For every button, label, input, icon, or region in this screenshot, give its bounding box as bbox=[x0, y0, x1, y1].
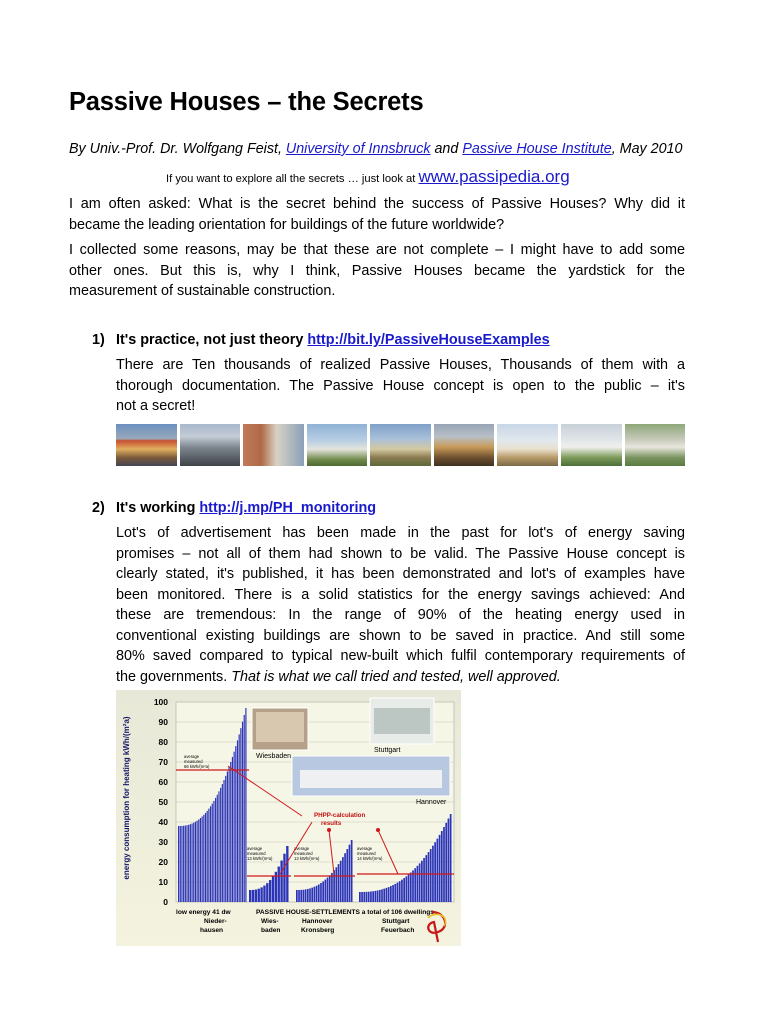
section-1-line: thorough documentation. The Passive House concept is open to the public – it's bbox=[116, 377, 685, 394]
bar bbox=[439, 835, 441, 902]
average-label: 13 kWh/(m²a) bbox=[294, 856, 320, 861]
intro2-line: other ones. But this is, why I think, Passive Houses became the yardstick for the bbox=[69, 262, 685, 279]
bar bbox=[322, 881, 324, 902]
bar bbox=[260, 887, 262, 902]
bar bbox=[309, 888, 311, 902]
section-2-body bbox=[116, 523, 685, 687]
phpp-annotation: PHPP-calculation bbox=[314, 812, 366, 819]
bar bbox=[344, 853, 346, 902]
footer-group-label: Kronsberg bbox=[301, 927, 335, 934]
section-2-last-plain: the governments. bbox=[116, 668, 232, 685]
stuttgart-photo-facade bbox=[374, 708, 430, 734]
bar bbox=[208, 809, 209, 902]
bar bbox=[375, 891, 377, 902]
chart-svg bbox=[116, 690, 461, 946]
bar bbox=[237, 740, 238, 902]
intro-paragraph-1 bbox=[69, 194, 685, 235]
bar bbox=[390, 886, 392, 902]
bar bbox=[263, 886, 265, 902]
bar bbox=[359, 892, 361, 902]
bar bbox=[202, 817, 203, 902]
bar bbox=[448, 818, 450, 902]
section-2-line: these are tremendous: In the range of 90% of the heating energy used in bbox=[116, 607, 685, 623]
bar bbox=[311, 888, 313, 902]
bar bbox=[198, 819, 199, 902]
bar bbox=[195, 822, 196, 902]
bar bbox=[372, 891, 374, 902]
bar bbox=[205, 813, 206, 902]
bar bbox=[190, 824, 191, 902]
bar bbox=[255, 890, 257, 902]
section-2-line bbox=[116, 667, 685, 688]
bar bbox=[178, 826, 179, 902]
byline-suffix: , May 2010 bbox=[611, 141, 683, 157]
bar bbox=[203, 815, 204, 902]
footer-group-label: Hannover bbox=[302, 918, 333, 925]
bar bbox=[410, 873, 412, 902]
bar bbox=[278, 867, 280, 902]
bar bbox=[240, 728, 241, 902]
bar bbox=[386, 888, 388, 902]
bar bbox=[361, 892, 363, 902]
byline bbox=[69, 141, 682, 157]
bar bbox=[428, 852, 430, 902]
bar bbox=[316, 886, 318, 902]
bar bbox=[363, 892, 365, 902]
bar bbox=[329, 875, 331, 902]
average-label: average bbox=[357, 846, 373, 851]
bar bbox=[351, 840, 353, 902]
bar bbox=[266, 883, 268, 902]
bar bbox=[242, 722, 243, 902]
building-photo bbox=[625, 424, 686, 466]
y-tick-label: 70 bbox=[158, 757, 168, 767]
bar bbox=[325, 880, 327, 902]
bar bbox=[245, 708, 246, 902]
bar bbox=[193, 823, 194, 902]
section-2-line: conventional existing buildings are shown to be saved in practice. And still some bbox=[116, 627, 685, 644]
bar bbox=[368, 892, 370, 902]
section-2-number: 2) bbox=[92, 500, 105, 516]
bar bbox=[421, 861, 423, 902]
section-2-heading bbox=[92, 500, 376, 516]
intro2-line: measurement of sustainable construction. bbox=[69, 283, 336, 299]
bar bbox=[412, 870, 414, 902]
bar bbox=[280, 861, 282, 902]
bar bbox=[305, 889, 307, 902]
y-tick-label: 50 bbox=[158, 797, 168, 807]
bar bbox=[335, 867, 337, 902]
footer-group-label: Feuerbach bbox=[381, 927, 415, 934]
bar bbox=[401, 880, 403, 902]
bar bbox=[383, 889, 385, 902]
bar bbox=[370, 892, 372, 903]
bar bbox=[180, 826, 181, 902]
footer-settlements: PASSIVE HOUSE-SETTLEMENTS a total of 106 dwellings bbox=[256, 909, 434, 916]
photo-label-hannover: Hannover bbox=[416, 799, 447, 806]
section-1-line: There are Ten thousands of realized Passive Houses, Thousands of them with a bbox=[116, 357, 685, 373]
photo-label-wiesbaden: Wiesbaden bbox=[256, 753, 292, 760]
building-photo bbox=[497, 424, 558, 466]
byline-and: and bbox=[430, 141, 463, 157]
bar bbox=[249, 890, 251, 902]
bar bbox=[423, 858, 425, 902]
average-label: 66 kWh/(m²a) bbox=[184, 764, 210, 769]
bar bbox=[437, 839, 439, 902]
section-1-body bbox=[116, 355, 685, 417]
bar bbox=[450, 814, 452, 902]
section-2-line: been monitored. There is a solid statistics for the energy savings achieved: And bbox=[116, 586, 685, 603]
footer-low-energy: low energy 41 dw bbox=[176, 909, 231, 916]
bar bbox=[228, 767, 229, 902]
section-1-line: not a secret! bbox=[116, 398, 196, 414]
bar bbox=[296, 890, 298, 902]
y-tick-label: 80 bbox=[158, 737, 168, 747]
intro2-line: I collected some reasons, may be that these are not complete – I might have to add some bbox=[69, 242, 685, 258]
bar bbox=[403, 878, 405, 902]
explore-text: If you want to explore all the secrets … just look at bbox=[166, 173, 419, 185]
bar bbox=[338, 864, 340, 902]
y-tick-label: 90 bbox=[158, 717, 168, 727]
bar bbox=[210, 806, 211, 902]
bar bbox=[222, 784, 223, 902]
average-label: average bbox=[184, 754, 200, 759]
section-2-last-italic: That is what we call tried and tested, well approved. bbox=[231, 668, 561, 685]
bar bbox=[331, 873, 333, 902]
y-axis-label: energy consumption for heating kWh/(m²a) bbox=[122, 716, 131, 880]
footer-group-label: baden bbox=[261, 927, 281, 934]
annotation-dot bbox=[327, 828, 331, 832]
average-label: measured bbox=[357, 851, 376, 856]
bar bbox=[307, 889, 309, 902]
average-label: measured bbox=[294, 851, 313, 856]
bar bbox=[318, 884, 320, 902]
institute-link[interactable]: Passive House Institute bbox=[462, 141, 612, 157]
bar bbox=[212, 804, 213, 902]
bar bbox=[207, 811, 208, 902]
footer-group-label: Nieder- bbox=[204, 918, 227, 925]
bar bbox=[397, 883, 399, 902]
bar bbox=[445, 823, 447, 902]
annotation-dot bbox=[376, 828, 380, 832]
bar bbox=[200, 818, 201, 902]
building-photo bbox=[180, 424, 241, 466]
average-label: 13 kWh/(m²a) bbox=[247, 856, 273, 861]
y-tick-label: 100 bbox=[153, 697, 168, 707]
bar bbox=[414, 868, 416, 902]
phpp-annotation: results bbox=[321, 820, 342, 827]
section-2-line: clearly stated, it's published, it has been demonstrated and lot's of examples have bbox=[116, 566, 685, 582]
bar bbox=[441, 831, 443, 902]
bar bbox=[283, 854, 285, 902]
intro-paragraph-2 bbox=[69, 240, 685, 302]
bar bbox=[227, 771, 228, 902]
footer-group-label: hausen bbox=[200, 927, 224, 934]
bar bbox=[298, 890, 300, 902]
bar bbox=[419, 863, 421, 902]
bar bbox=[434, 842, 436, 902]
intro1-line: I am often asked: What is the secret behind the success of Passive Houses? Why did it bbox=[69, 196, 685, 212]
y-tick-label: 20 bbox=[158, 857, 168, 867]
section-1-number: 1) bbox=[92, 332, 105, 348]
hannover-photo-building bbox=[300, 770, 442, 788]
bar bbox=[314, 887, 316, 902]
examples-link[interactable]: http://bit.ly/PassiveHouseExamples bbox=[307, 332, 550, 348]
bar bbox=[340, 861, 342, 902]
bar bbox=[217, 795, 218, 902]
bar bbox=[300, 890, 302, 902]
average-label: 14 kWh/(m²a) bbox=[357, 856, 383, 861]
building-photo bbox=[116, 424, 177, 466]
wiesbaden-photo-facade bbox=[256, 712, 304, 742]
bar bbox=[191, 824, 192, 902]
average-label: average bbox=[247, 846, 263, 851]
bar bbox=[379, 890, 381, 902]
bar bbox=[392, 885, 394, 902]
y-tick-label: 0 bbox=[163, 897, 168, 907]
building-photo bbox=[243, 424, 304, 466]
explore-note bbox=[166, 167, 570, 187]
building-photo bbox=[370, 424, 431, 466]
bar bbox=[377, 890, 379, 902]
bar bbox=[258, 889, 260, 902]
y-tick-label: 40 bbox=[158, 817, 168, 827]
bar bbox=[183, 826, 184, 902]
bar bbox=[417, 866, 419, 902]
bar bbox=[215, 798, 216, 902]
section-2-line: promises – not all of them had shown to be valid. The Passive House concept is bbox=[116, 545, 685, 562]
section-2-line: Lot's of advertisement has been made in the past for lot's of energy saving bbox=[116, 525, 685, 541]
passipedia-link[interactable]: www.passipedia.org bbox=[418, 167, 570, 186]
bar bbox=[349, 845, 351, 902]
bar bbox=[408, 874, 410, 902]
bar bbox=[399, 881, 401, 902]
section-1-heading bbox=[92, 332, 550, 348]
bar bbox=[181, 826, 182, 902]
y-tick-label: 30 bbox=[158, 837, 168, 847]
bar bbox=[303, 890, 305, 902]
bar bbox=[213, 801, 214, 902]
bar bbox=[286, 846, 288, 902]
average-label: measured bbox=[184, 759, 203, 764]
footer-group-label: Wies- bbox=[261, 918, 279, 925]
bar bbox=[230, 762, 231, 902]
bar bbox=[342, 857, 344, 902]
bar bbox=[443, 827, 445, 902]
byline-prefix: By Univ.-Prof. Dr. Wolfgang Feist, bbox=[69, 141, 286, 157]
bar bbox=[244, 715, 245, 902]
bar bbox=[218, 791, 219, 902]
bar bbox=[425, 855, 427, 902]
average-label: average bbox=[294, 846, 310, 851]
bar bbox=[232, 757, 233, 902]
bar bbox=[394, 884, 396, 902]
building-photo bbox=[434, 424, 495, 466]
bar bbox=[223, 780, 224, 902]
intro1-line: became the leading orientation for buildings of the future worldwide? bbox=[69, 216, 505, 233]
monitoring-link[interactable]: http://j.mp/PH_monitoring bbox=[199, 500, 377, 516]
bar bbox=[333, 870, 335, 902]
bar bbox=[186, 825, 187, 902]
average-label: measured bbox=[247, 851, 266, 856]
bar bbox=[225, 776, 226, 902]
section-2-title: It's working bbox=[116, 500, 200, 516]
university-link[interactable]: University of Innsbruck bbox=[285, 141, 431, 157]
bar bbox=[188, 825, 189, 902]
building-photo-strip bbox=[116, 424, 685, 466]
building-photo bbox=[307, 424, 368, 466]
bar bbox=[269, 880, 271, 902]
bar bbox=[220, 788, 221, 902]
bar bbox=[320, 883, 322, 902]
y-tick-label: 10 bbox=[158, 877, 168, 887]
bar bbox=[327, 878, 329, 902]
bar bbox=[430, 849, 432, 902]
bar bbox=[239, 734, 240, 902]
section-1-title: It's practice, not just theory bbox=[116, 332, 308, 348]
bar bbox=[272, 876, 274, 902]
photo-label-stuttgart: Stuttgart bbox=[374, 747, 401, 754]
y-tick-label: 60 bbox=[158, 777, 168, 787]
page-title: Passive Houses – the Secrets bbox=[69, 88, 424, 116]
footer-group-label: Stuttgart bbox=[382, 918, 410, 925]
bar bbox=[366, 892, 368, 902]
bar bbox=[388, 887, 390, 902]
bar bbox=[185, 826, 186, 902]
section-2-line: 80% saved compared to typical new-built which fulfil contemporary requirements of bbox=[116, 648, 685, 664]
bar bbox=[197, 821, 198, 902]
bar bbox=[234, 752, 235, 902]
heating-energy-chart bbox=[116, 690, 461, 946]
bar bbox=[252, 890, 254, 902]
bar bbox=[406, 876, 408, 902]
building-photo bbox=[561, 424, 622, 466]
bar bbox=[381, 889, 383, 902]
